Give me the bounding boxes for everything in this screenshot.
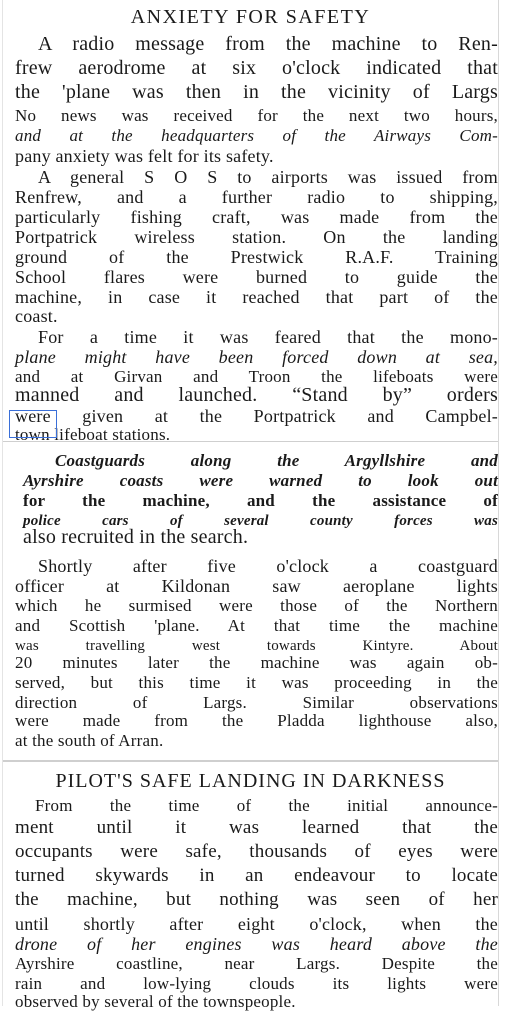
text-line: ground of the Prestwick R.A.F. Training — [15, 247, 498, 267]
newspaper-clipping — [2, 0, 499, 1011]
text-line: coast. — [15, 306, 58, 326]
text-line: and Scottish 'plane. At that time the machine — [15, 616, 498, 635]
text-line: the machine, but nothing was seen of her — [15, 889, 498, 910]
text-line: Renfrew, and a further radio to shipping, — [15, 187, 498, 207]
text-line: and at the headquarters of the Airways Com- — [15, 126, 498, 145]
text-line: for the machine, and the assistance of — [23, 491, 498, 510]
text-line: 20 minutes later the machine was again ob- — [15, 653, 498, 672]
text-line: Portpatrick wireless station. On the landing — [15, 227, 498, 247]
text-line: plane might have been forced down at sea, — [15, 347, 498, 367]
text-line: at the south of Arran. — [15, 731, 164, 750]
text-line: the 'plane was then in the vicinity of Largs — [15, 81, 498, 103]
text-line: From the time of the initial announce- — [35, 796, 498, 815]
text-line: drone of her engines was heard above the — [15, 934, 498, 954]
text-line: occupants were safe, thousands of eyes were — [15, 841, 498, 862]
selection-highlight-box[interactable] — [9, 410, 57, 438]
text-line: also recruited in the search. — [23, 526, 249, 548]
text-line: town lifeboat stations. — [15, 425, 171, 444]
text-line: turned skywards in an endeavour to locate — [15, 865, 498, 886]
text-line: officer at Kildonan saw aeroplane lights — [15, 576, 498, 596]
section-pilots-safe-landing — [3, 760, 498, 1011]
text-line: rain and low-lying clouds its lights were — [15, 974, 498, 993]
text-line: For a time it was feared that the mono- — [38, 327, 498, 347]
text-line: No news was received for the next two hours, — [15, 106, 498, 125]
text-line: Ayrshire coasts were warned to look out — [23, 471, 498, 490]
text-line: until shortly after eight o'clock, when the — [15, 914, 498, 934]
text-line: served, but this time it was proceeding in the — [15, 673, 498, 692]
section-divider — [3, 441, 498, 442]
text-line: A general S O S to airports was issued from — [38, 167, 498, 187]
text-line: was travelling west towards Kintyre. About — [15, 638, 498, 654]
text-line: observed by several of the townspeople. — [15, 992, 296, 1011]
heading-anxiety-for-safety: ANXIETY FOR SAFETY — [130, 6, 371, 28]
text-line: particularly fishing craft, was made from the — [15, 207, 498, 227]
text-line: School flares were burned to guide the — [15, 267, 498, 287]
text-line: and at Girvan and Troon the lifeboats were — [15, 367, 498, 386]
text-line: were given at the Portpatrick and Campbel- — [15, 406, 498, 426]
section-coastguards — [3, 443, 498, 758]
text-line: Ayrshire coastline, near Largs. Despite the — [15, 954, 498, 973]
text-line: direction of Largs. Similar observations — [15, 693, 498, 712]
text-line: ment until it was learned that the — [15, 817, 498, 838]
text-line: which he surmised were those of the Northern — [15, 596, 498, 615]
text-line: manned and launched. “Stand by” orders — [15, 384, 498, 406]
text-line: pany anxiety was felt for its safety. — [15, 146, 274, 166]
text-line: frew aerodrome at six o'clock indicated that — [15, 57, 498, 79]
text-line: Coastguards along the Argyllshire and — [55, 451, 498, 470]
text-line: Shortly after five o'clock a coastguard — [38, 556, 498, 576]
section-anxiety — [3, 0, 498, 442]
text-line: machine, in case it reached that part of the — [15, 287, 498, 307]
heading-pilots-safe-landing: PILOT'S SAFE LANDING IN DARKNESS — [55, 770, 446, 792]
text-line: A radio message from the machine to Ren- — [38, 33, 498, 55]
text-line: were made from the Pladda lighthouse also, — [15, 711, 498, 730]
text-line: police cars of several county forces was — [23, 513, 498, 529]
